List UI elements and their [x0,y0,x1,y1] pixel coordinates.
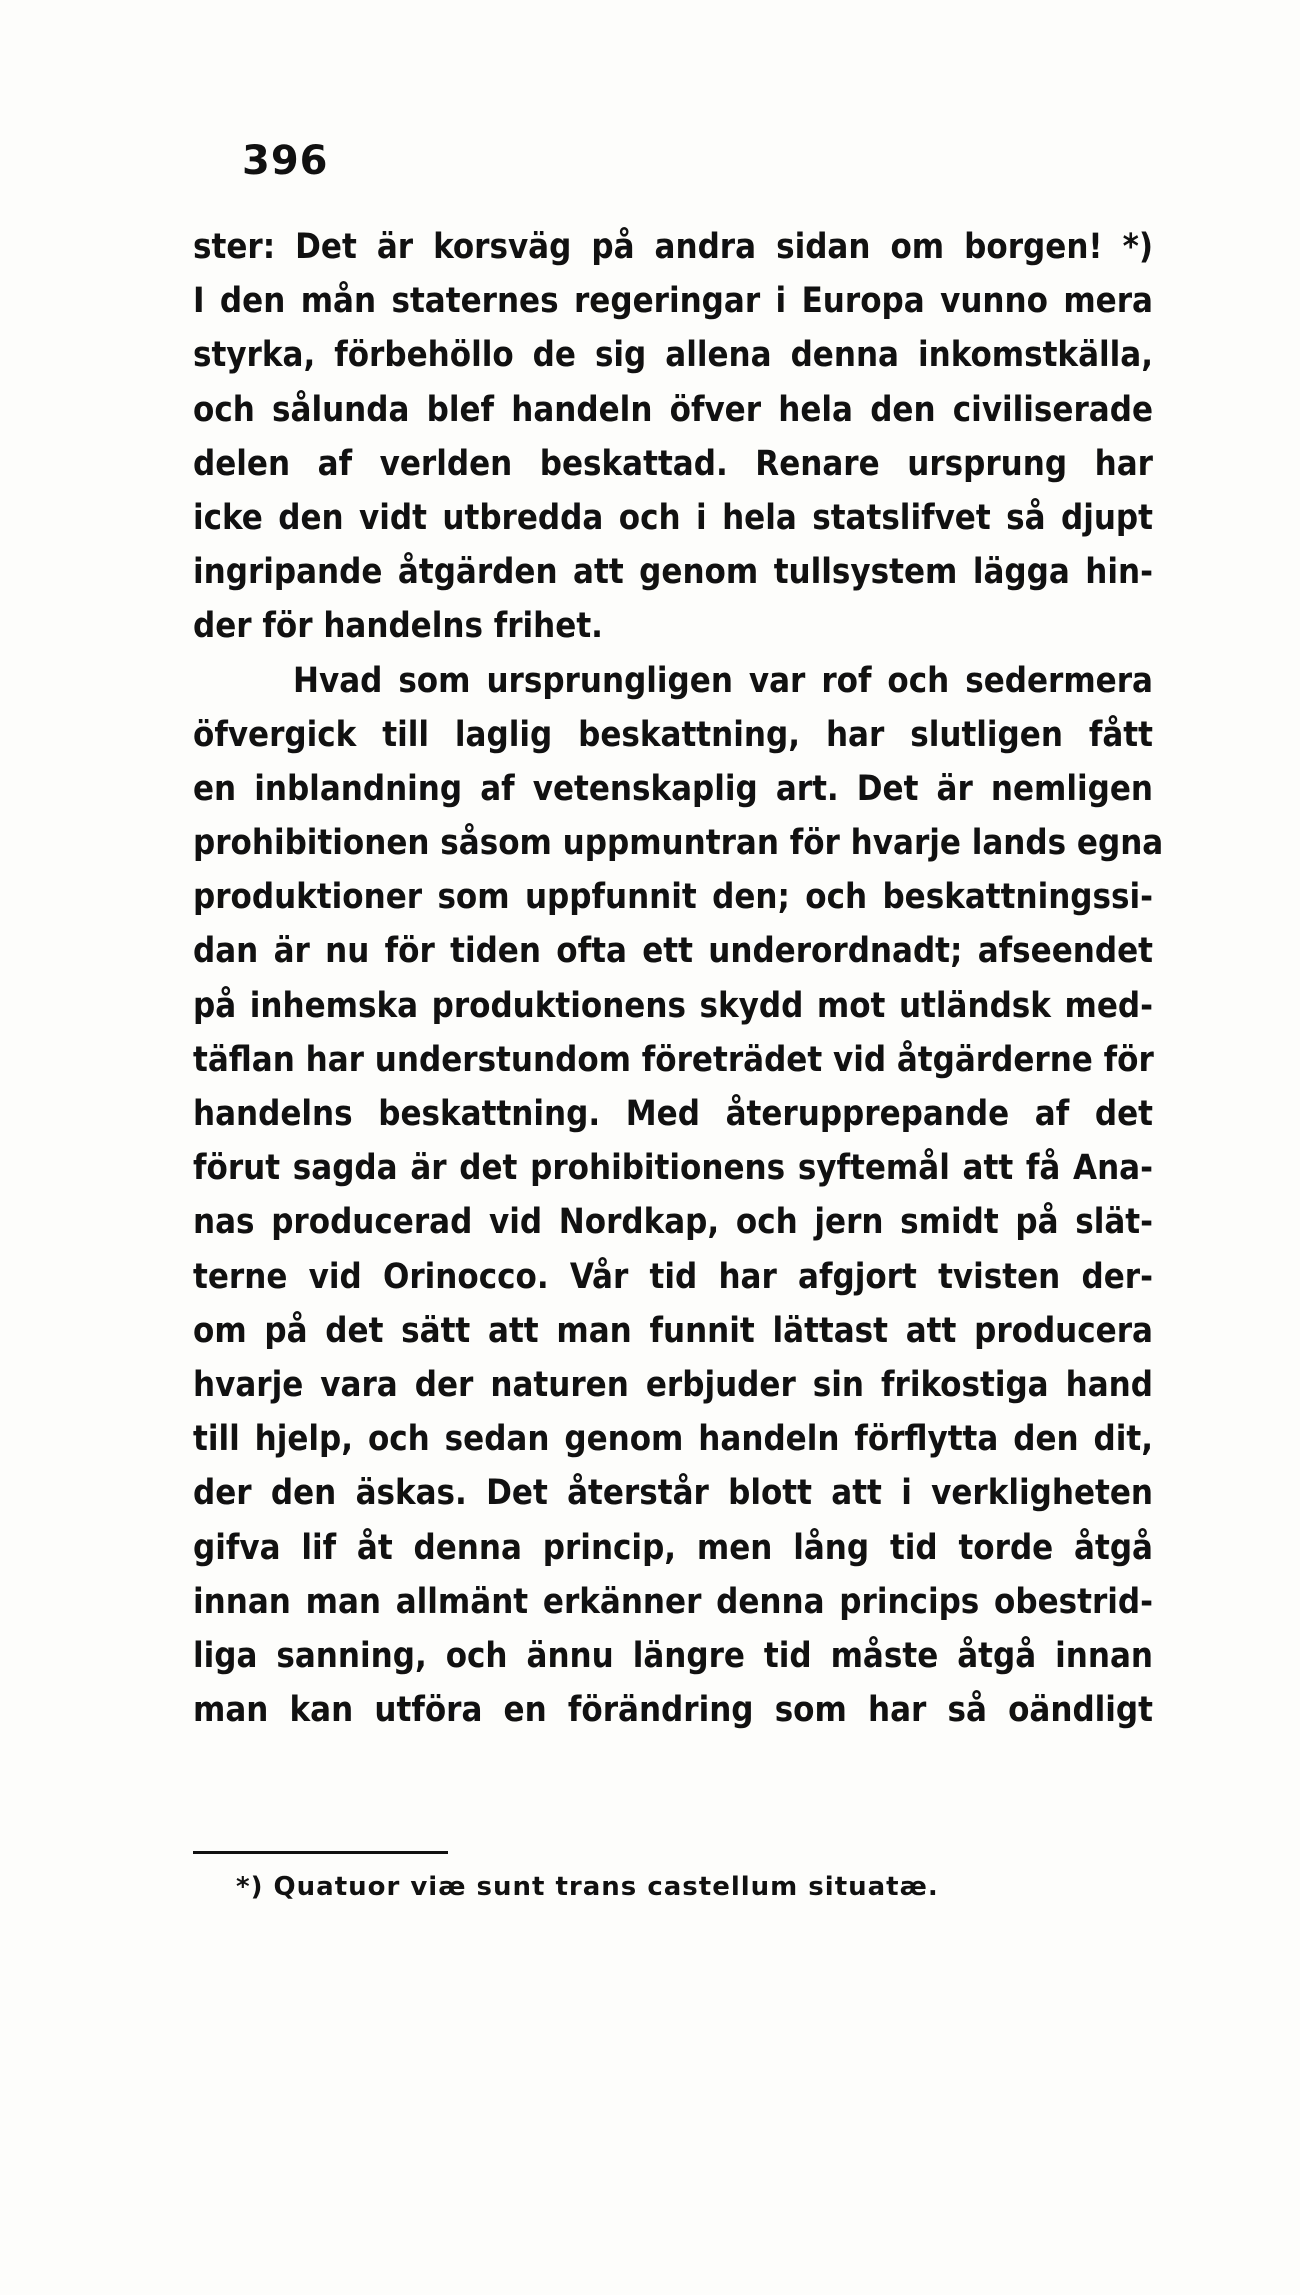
text-line: och sålunda blef handeln öfver hela den civiliserade [193,389,1153,430]
text-line: om på det sätt att man funnit lättast att producera [193,1310,1153,1351]
text-line: innan man allmänt erkänner denna princips obestrid- [193,1581,1153,1622]
text-line: till hjelp, och sedan genom handeln förflytta den dit, [193,1419,1153,1460]
text-line: Hvad som ursprungligen var rof och sedermera [293,660,1153,701]
text-line: terne vid Orinocco. Vår tid har afgjort tvisten der- [193,1256,1153,1297]
footnote-rule [193,1851,448,1854]
text-line: I den mån staternes regeringar i Europa vunno mera [193,281,1153,322]
text-line: öfvergick till laglig beskattning, har slutligen fått [193,714,1153,755]
text-line: förut sagda är det prohibitionens syftemål att få Ana- [193,1148,1153,1189]
text-line: man kan utföra en förändring som har så oändligt [193,1690,1153,1731]
text-line: gifva lif åt denna princip, men lång tid torde åtgå [193,1527,1153,1568]
text-line: hvarje vara der naturen erbjuder sin frikostiga hand [193,1364,1153,1405]
text-line: ingripande åtgärden att genom tullsystem lägga hin- [193,552,1153,593]
text-line: prohibitionen såsom uppmuntran för hvarje lands egna [193,823,1164,864]
text-line: på inhemska produktionens skydd mot utländsk med- [193,985,1153,1026]
text-line: delen af verlden beskattad. Renare ursprung har [193,443,1153,484]
text-line: ster: Det är korsväg på andra sidan om borgen! *) [193,227,1153,267]
text-line: styrka, förbehöllo de sig allena denna inkomstkälla, [193,335,1153,376]
text-line: der för handelns frihet. [193,606,603,647]
text-line: produktioner som uppfunnit den; och beskattningssi- [193,877,1153,918]
text-line: icke den vidt utbredda och i hela statslifvet så djupt [193,497,1153,538]
text-line: dan är nu för tiden ofta ett underordnadt; afseendet [193,931,1153,972]
footnote: *) Quatuor viæ sunt trans castellum situatæ. [236,1872,939,1902]
text-line: täflan har understundom företrädet vid åtgärderne för [193,1039,1154,1080]
text-line: handelns beskattning. Med återupprepande af det [193,1094,1153,1134]
text-line: nas producerad vid Nordkap, och jern smidt på slät- [193,1202,1153,1243]
text-line: der den äskas. Det återstår blott att i verkligheten [193,1473,1153,1514]
text-line: liga sanning, och ännu längre tid måste åtgå innan [193,1635,1153,1676]
page-number: 396 [242,138,329,184]
text-line: en inblandning af vetenskaplig art. Det är nemligen [193,768,1153,809]
body-text [193,220,1164,1737]
